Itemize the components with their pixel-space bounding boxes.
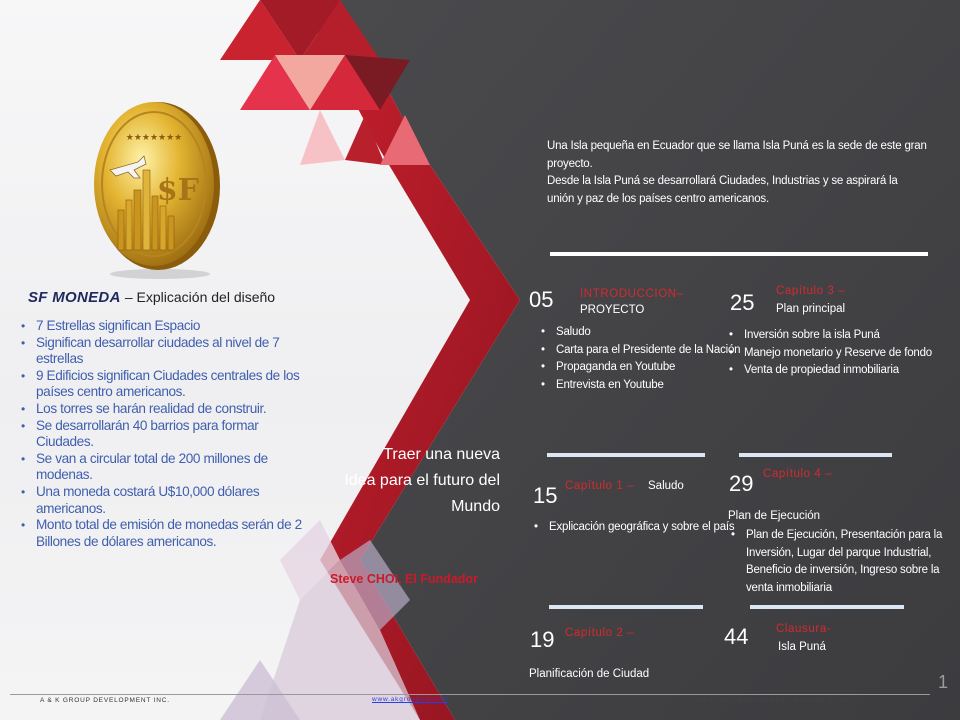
divider-bar [750,605,904,609]
slogan-line: Mundo [451,498,500,515]
section-items [538,324,741,394]
slogan-line: Traer una nueva [383,446,500,463]
section-items [728,527,951,597]
triangle-shape [300,110,345,165]
list-item: • Plan de Ejecución, Presentación para la Inversión, Lugar del parque Industrial, Beneficio de inversión, Ingreso sobre la venta inmobiliaria [746,527,951,597]
list-item: • Una moneda costará U$10,000 dólares americanos. [36,484,316,517]
section-title: Clausura- [776,623,832,635]
sf-coin-logo [88,100,228,280]
divider-bar [547,453,705,457]
section-title: INTRODUCCION– [580,288,684,300]
section-subtitle: Saludo [648,480,684,492]
section-title: Capítulo 4 – [763,468,833,480]
coin-icon [88,100,228,280]
svg-text:$F: $F [156,173,200,208]
section-title: Capítulo 1 – [565,480,635,492]
list-item: • Los torres se harán realidad de construir. [36,401,316,418]
slogan [270,442,500,520]
footer-company: A & K GROUP DEVELOPMENT INC. [40,697,170,704]
page-number-25: 25 [730,290,755,315]
list-item: • Venta de propiedad inmobiliaria [744,362,949,380]
intro-paragraph [547,138,927,208]
list-item: • 9 Edificios significan Ciudades centrales de los países centro americanos. [36,368,316,401]
divider-bar [549,605,703,609]
list-item: • Propaganda en Youtube [556,359,741,377]
list-item: • Monto total de emisión de monedas serán de 2 Billones de dólares americanos. [36,517,316,550]
founder-signature: Steve CHOI, El Fundador [330,572,478,586]
page-number-44: 44 [724,624,749,649]
list-item: • Entrevista en Youtube [556,377,741,395]
footer-website-link[interactable]: www.akgroupisa.com [372,696,448,703]
coin-title-sub: – Explicación del diseño [124,289,276,305]
list-item: • Manejo monetario y Reserve de fondo [744,345,949,363]
slide-number: 1 [937,672,948,692]
section-subtitle: PROYECTO [580,304,645,316]
list-item: • Saludo [556,324,741,342]
coin-title [28,289,275,306]
list-item: • 7 Estrellas significan Espacio [36,318,316,335]
section-items [726,327,949,380]
page-number-29: 29 [729,471,754,496]
list-item: • Significan desarrollar ciudades al nivel de 7 estrellas [36,335,316,368]
section-title: Capítulo 2 – [565,627,635,639]
page-number-05: 05 [529,287,554,312]
list-item: • Carta para el Presidente de la Nación [556,342,741,360]
list-item: • Se desarrollarán 40 barrios para formar Ciudades. [36,418,316,451]
svg-text:★★★★★★★: ★★★★★★★ [125,133,183,143]
list-item: • Explicación geográfica y sobre el país [549,519,744,537]
list-item: • Inversión sobre la isla Puná [744,327,949,345]
list-item: • Se van a circular total de 200 millones de modenas. [36,451,316,484]
section-subtitle: Isla Puná [778,641,826,653]
intro-line: Una Isla pequeña en Ecuador que se llama Isla Puná es la sede de este gran proyecto. [547,140,927,170]
divider-bar [550,252,928,256]
section-items [531,519,744,537]
slogan-line: Idea para el futuro del [344,472,500,489]
section-title: Capítulo 3 – [776,285,846,297]
coin-title-main: SF MONEDA [28,289,121,306]
page-number-15: 15 [533,483,558,508]
section-subtitle: Plan de Ejecución [728,510,821,522]
page-number-19: 19 [530,627,555,652]
section-subtitle: Plan principal [776,303,846,315]
divider-bar [739,453,892,457]
intro-line: Desde la Isla Puná se desarrollará Ciudades, Industrias y se aspirará la unión y paz de los países centro americanos. [547,175,898,205]
footer-project: ISLA PUNA DEVELOPMENT MASTER PLAN [690,697,849,704]
section-subtitle: Planificación de Ciudad [529,668,650,680]
footer-divider [10,694,930,695]
